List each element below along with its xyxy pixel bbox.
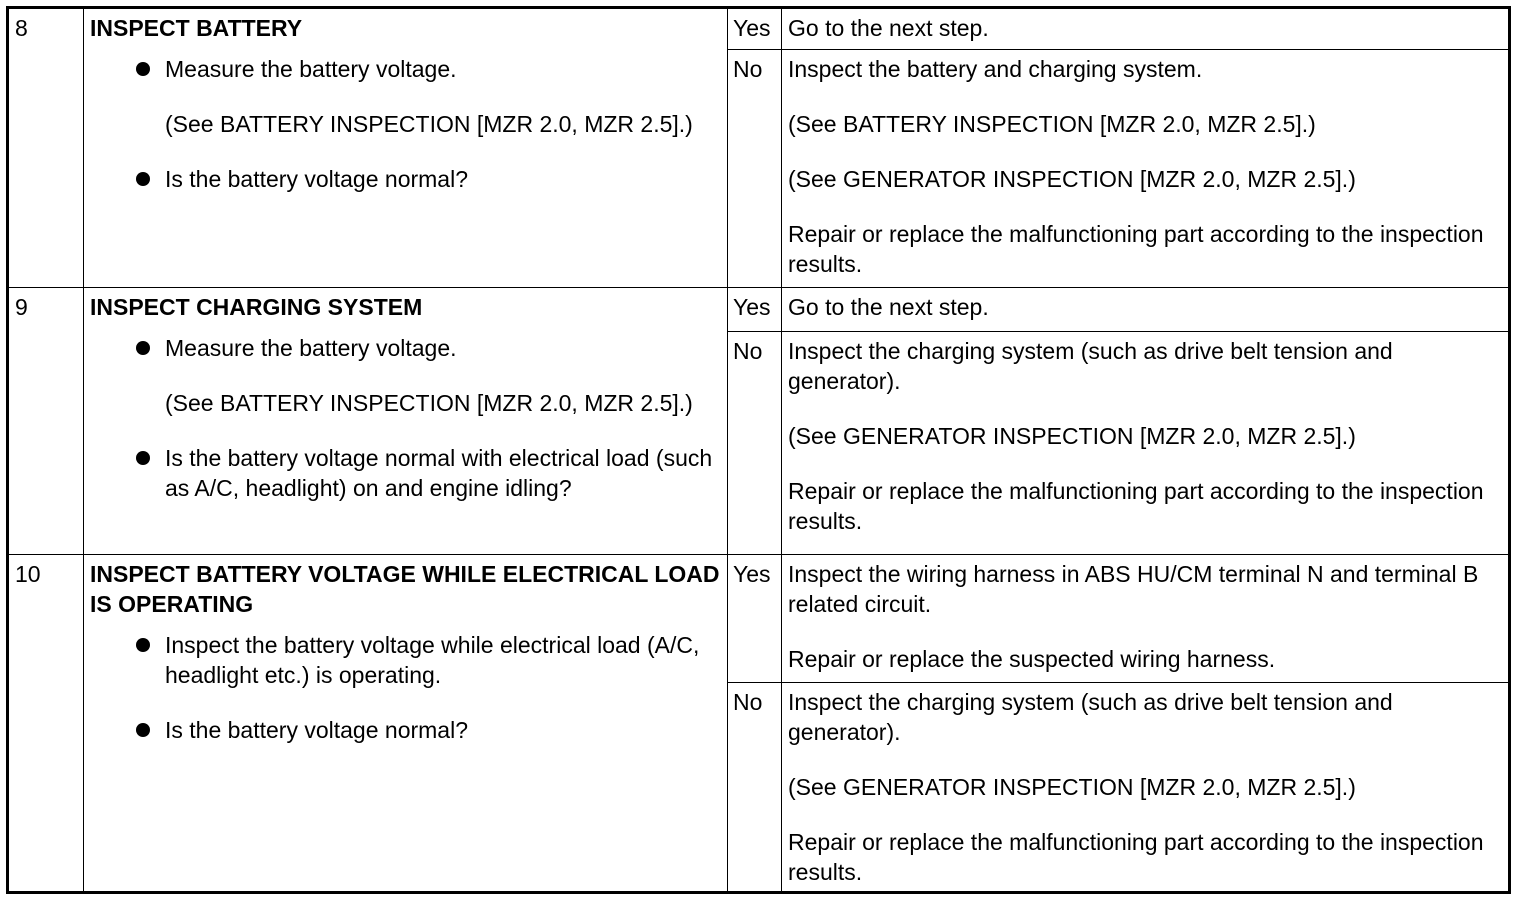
step-title: INSPECT BATTERY VOLTAGE WHILE ELECTRICAL LOAD IS OPERATING	[90, 560, 720, 617]
reference-note: (See GENERATOR INSPECTION [MZR 2.0, MZR 2.5].)	[788, 166, 1356, 193]
action-text: Inspect the battery and charging system.	[788, 56, 1203, 83]
list-item-text: Measure the battery voltage.	[165, 335, 457, 362]
list-item-text: Is the battery voltage normal with electrical load (such as A/C, headlight) on and engine idling?	[165, 445, 713, 502]
action-text: Repair or replace the malfunctioning part according to the inspection results.	[788, 828, 1484, 885]
bullet-icon	[136, 172, 150, 186]
action-text: Repair or replace the malfunctioning part according to the inspection results.	[788, 221, 1484, 278]
no-label: No	[728, 332, 782, 554]
reference-note: (See GENERATOR INSPECTION [MZR 2.0, MZR 2.5].)	[788, 423, 1356, 450]
bullet-icon	[136, 723, 150, 737]
list-item	[134, 54, 721, 139]
step-title: INSPECT BATTERY	[90, 15, 303, 41]
yes-label: Yes	[728, 288, 782, 332]
no-label: No	[728, 50, 782, 288]
reference-note: (See BATTERY INSPECTION [MZR 2.0, MZR 2.5].)	[165, 390, 693, 417]
step-checklist	[90, 333, 721, 503]
action-text: Inspect the charging system (such as drive belt tension and generator).	[788, 688, 1393, 745]
list-item	[134, 715, 721, 745]
step-number: 10	[8, 554, 84, 892]
bullet-icon	[136, 451, 150, 465]
step-description	[84, 8, 728, 288]
reference-note: (See BATTERY INSPECTION [MZR 2.0, MZR 2.5].)	[788, 111, 1316, 138]
step-number: 8	[8, 8, 84, 288]
diagnostic-steps-table	[6, 6, 1511, 894]
list-item-text: Is the battery voltage normal?	[165, 166, 468, 192]
bullet-icon	[136, 638, 150, 652]
yes-action	[782, 288, 1510, 332]
action-text: Repair or replace the malfunctioning part according to the inspection results.	[788, 478, 1484, 535]
step-description	[84, 288, 728, 554]
bullet-icon	[136, 62, 150, 76]
no-action	[782, 50, 1510, 288]
step-9-yes-row	[8, 288, 1510, 332]
step-8-yes-row	[8, 8, 1510, 50]
action-text: Go to the next step.	[788, 15, 989, 41]
action-text: Go to the next step.	[788, 294, 989, 321]
yes-label: Yes	[728, 554, 782, 682]
step-10-yes-row	[8, 554, 1510, 682]
no-action	[782, 682, 1510, 892]
list-item	[134, 333, 721, 418]
action-text: Inspect the charging system (such as drive belt tension and generator).	[788, 338, 1393, 395]
action-text: Inspect the wiring harness in ABS HU/CM terminal N and terminal B related circuit.	[788, 560, 1479, 617]
list-item-text: Inspect the battery voltage while electrical load (A/C, headlight etc.) is operating.	[165, 631, 700, 688]
step-title: INSPECT CHARGING SYSTEM	[90, 294, 423, 321]
yes-action	[782, 554, 1510, 682]
list-item-text: Is the battery voltage normal?	[165, 716, 468, 743]
no-label: No	[728, 682, 782, 892]
yes-label: Yes	[728, 8, 782, 50]
step-checklist	[90, 54, 721, 194]
yes-action	[782, 8, 1510, 50]
list-item	[134, 164, 721, 194]
step-description	[84, 554, 728, 892]
reference-note: (See BATTERY INSPECTION [MZR 2.0, MZR 2.5].)	[165, 111, 693, 137]
no-action	[782, 332, 1510, 554]
list-item-text: Measure the battery voltage.	[165, 56, 457, 82]
bullet-icon	[136, 341, 150, 355]
list-item	[134, 443, 721, 503]
step-checklist	[90, 630, 721, 745]
action-text: Repair or replace the suspected wiring harness.	[788, 645, 1276, 672]
procedure-page	[6, 6, 1508, 894]
reference-note: (See GENERATOR INSPECTION [MZR 2.0, MZR 2.5].)	[788, 773, 1356, 800]
list-item	[134, 630, 721, 690]
step-number: 9	[8, 288, 84, 554]
